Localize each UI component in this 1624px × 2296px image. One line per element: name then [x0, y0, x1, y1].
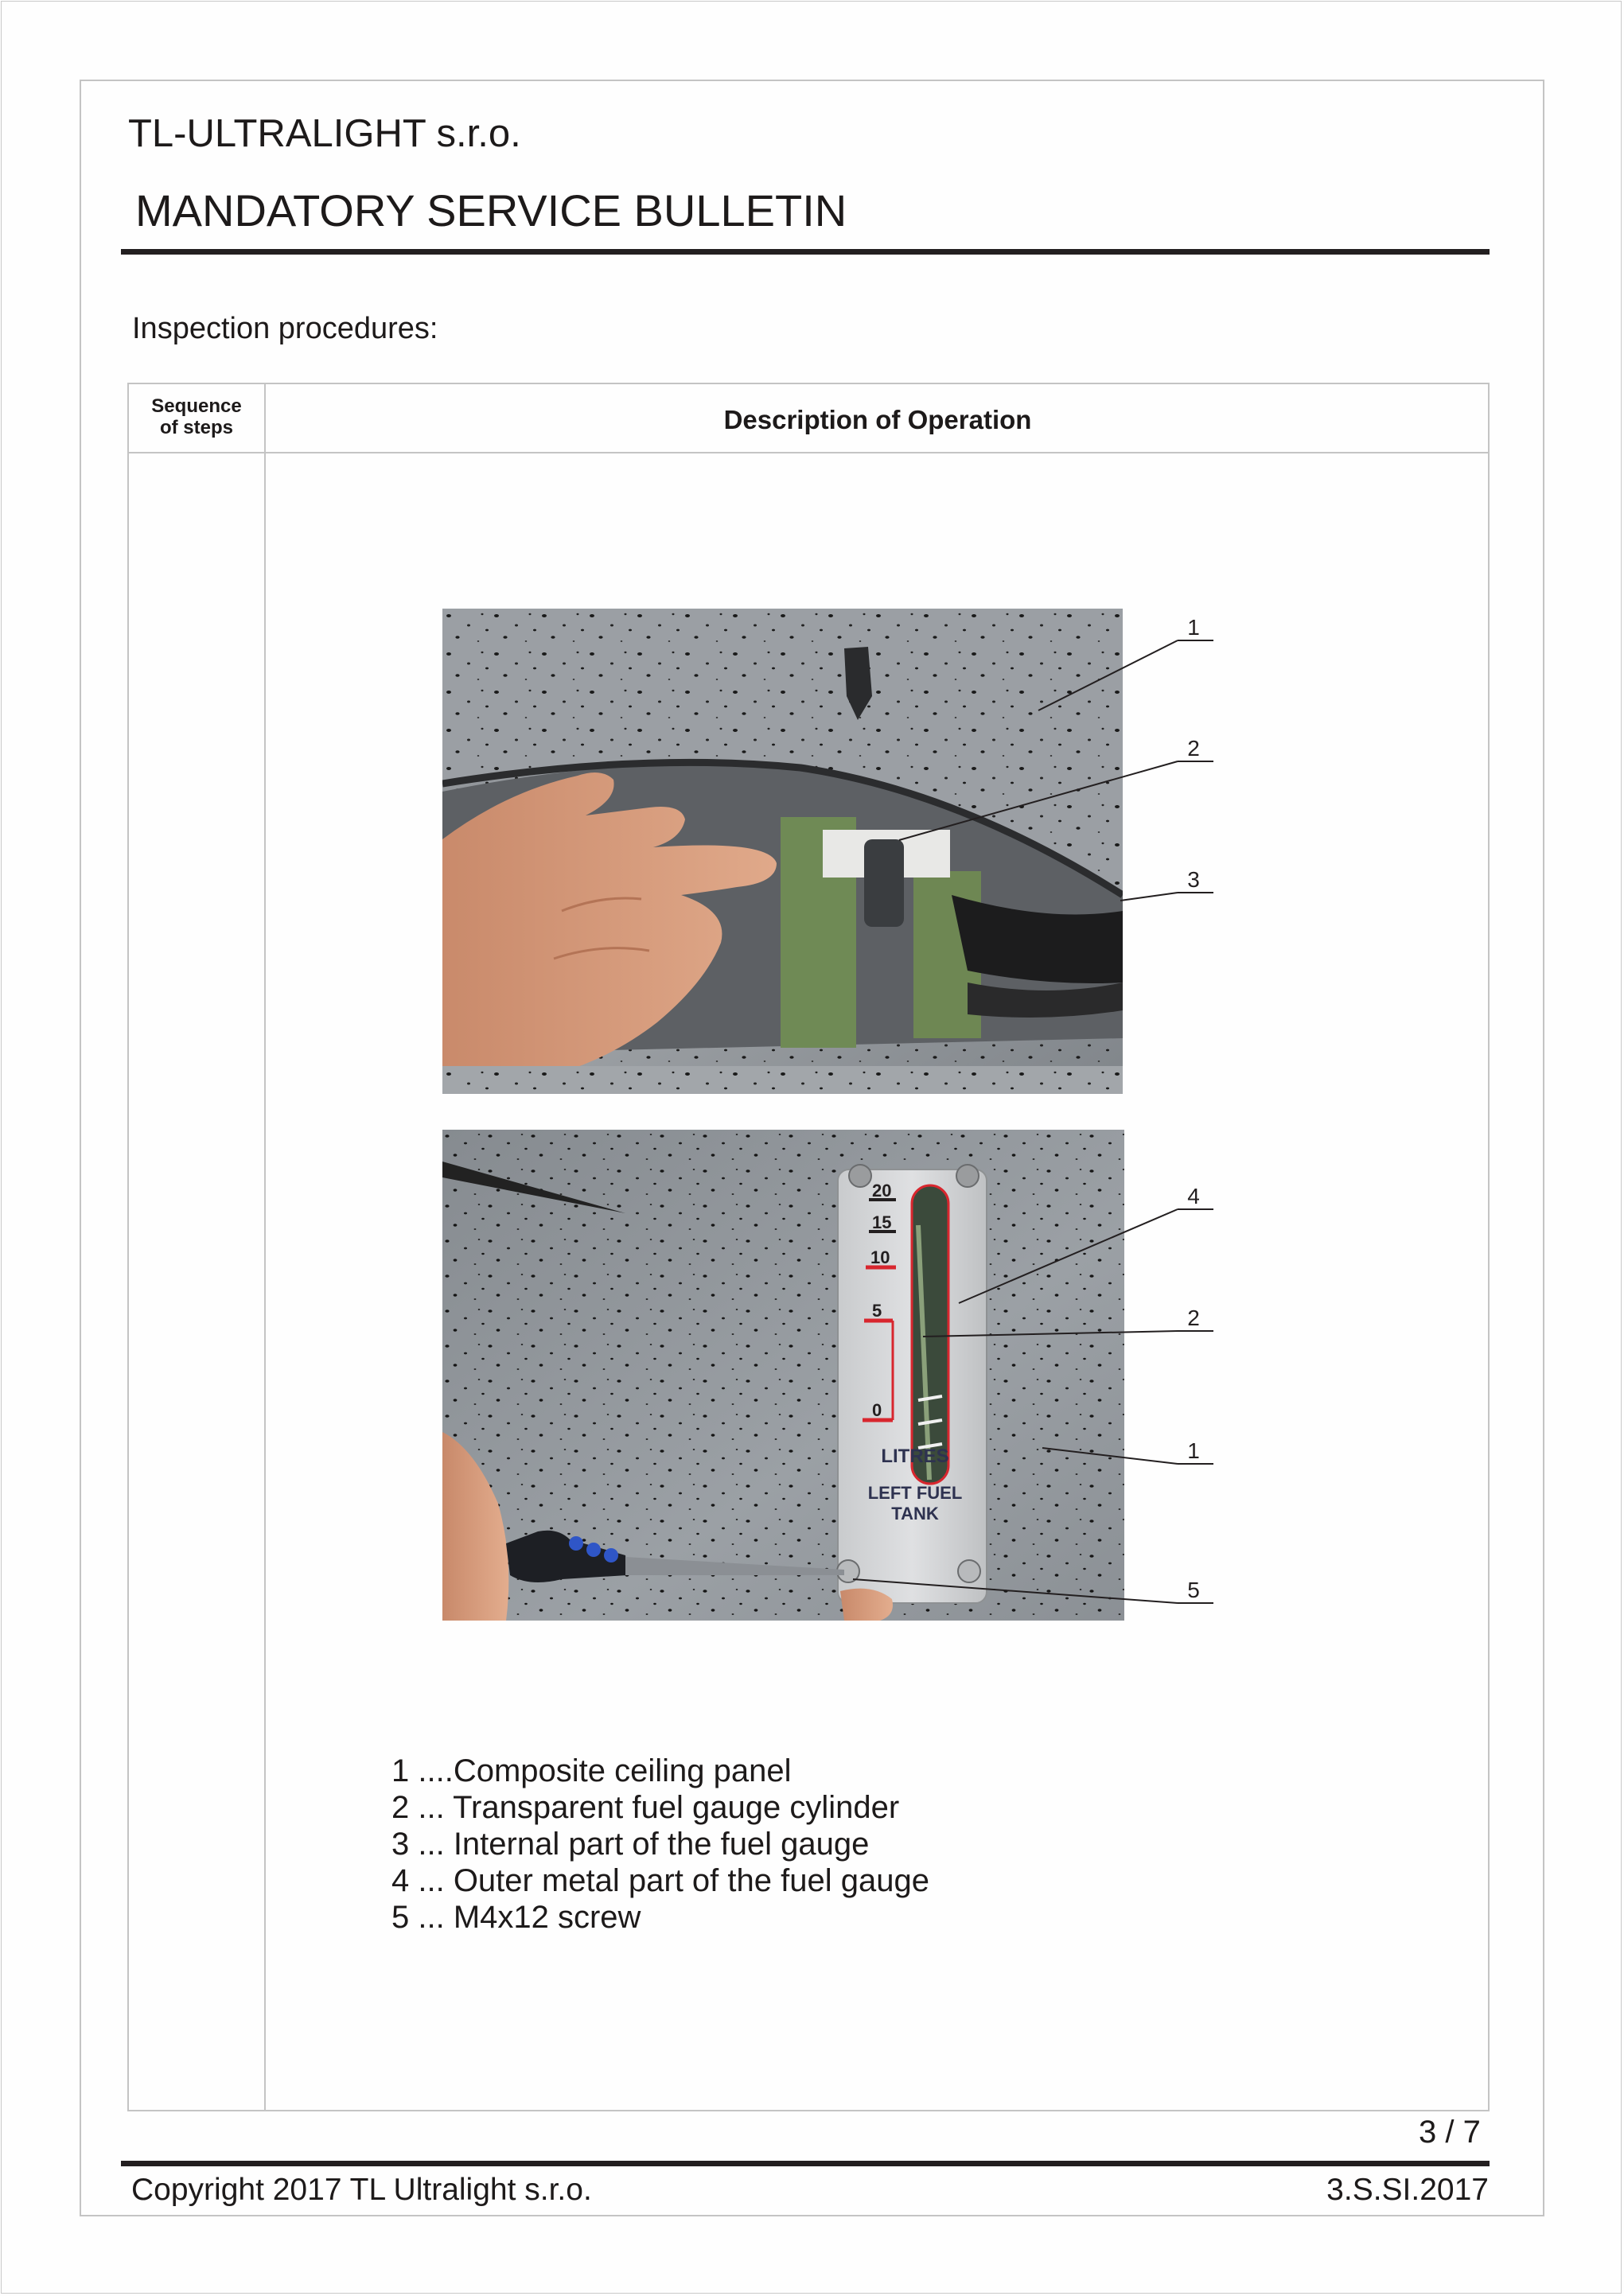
document-title: MANDATORY SERVICE BULLETIN: [135, 185, 847, 235]
legend-item: 2 ... Transparent fuel gauge cylinder: [391, 1790, 900, 1825]
column-header-sequence-line2: of steps: [159, 417, 233, 438]
callout-4-photo2: 4: [1187, 1184, 1200, 1208]
photo-fuel-gauge-screws: [442, 1130, 1124, 1621]
gauge-mark-15: 15: [872, 1212, 892, 1232]
callout-1-photo1: 1: [1187, 615, 1200, 640]
gauge-mark-20: 20: [872, 1181, 892, 1201]
gauge-mark-5: 5: [872, 1301, 882, 1321]
header-rule: [121, 249, 1490, 255]
column-divider: [264, 384, 266, 2110]
gauge-unit: LITRES: [881, 1446, 949, 1467]
parts-legend: [391, 1753, 929, 1936]
column-header-sequence-line1: Sequence: [151, 395, 242, 417]
callout-1-photo2: 1: [1187, 1438, 1200, 1463]
legend-item: 5 ... M4x12 screw: [391, 1900, 641, 1935]
gauge-label-line2: TANK: [891, 1504, 939, 1524]
callout-2-photo1: 2: [1187, 736, 1200, 761]
footer-rule: [121, 2161, 1490, 2166]
legend-item: 3 ... Internal part of the fuel gauge: [391, 1827, 870, 1862]
column-header-description: Description of Operation: [723, 405, 1032, 434]
column-header-sequence: [129, 395, 264, 438]
gauge-mark-10: 10: [870, 1247, 890, 1267]
company-name: TL-ULTRALIGHT s.r.o.: [128, 112, 521, 155]
legend-item: 4 ... Outer metal part of the fuel gauge: [391, 1863, 929, 1898]
page-number: 3 / 7: [1419, 2115, 1481, 2150]
document-id: 3.S.SI.2017: [1326, 2173, 1489, 2207]
callout-5-photo2: 5: [1187, 1578, 1200, 1602]
copyright-text: Copyright 2017 TL Ultralight s.r.o.: [131, 2173, 592, 2207]
photo-ceiling-panel-removal: [442, 609, 1123, 1094]
section-title: Inspection procedures:: [132, 312, 438, 345]
legend-item: 1 ....Composite ceiling panel: [391, 1753, 792, 1788]
callout-2-photo2: 2: [1187, 1306, 1200, 1330]
gauge-label-line1: LEFT FUEL: [867, 1483, 963, 1503]
gauge-mark-0: 0: [872, 1400, 882, 1420]
callout-3-photo1: 3: [1187, 867, 1200, 892]
header-divider: [129, 452, 1488, 453]
